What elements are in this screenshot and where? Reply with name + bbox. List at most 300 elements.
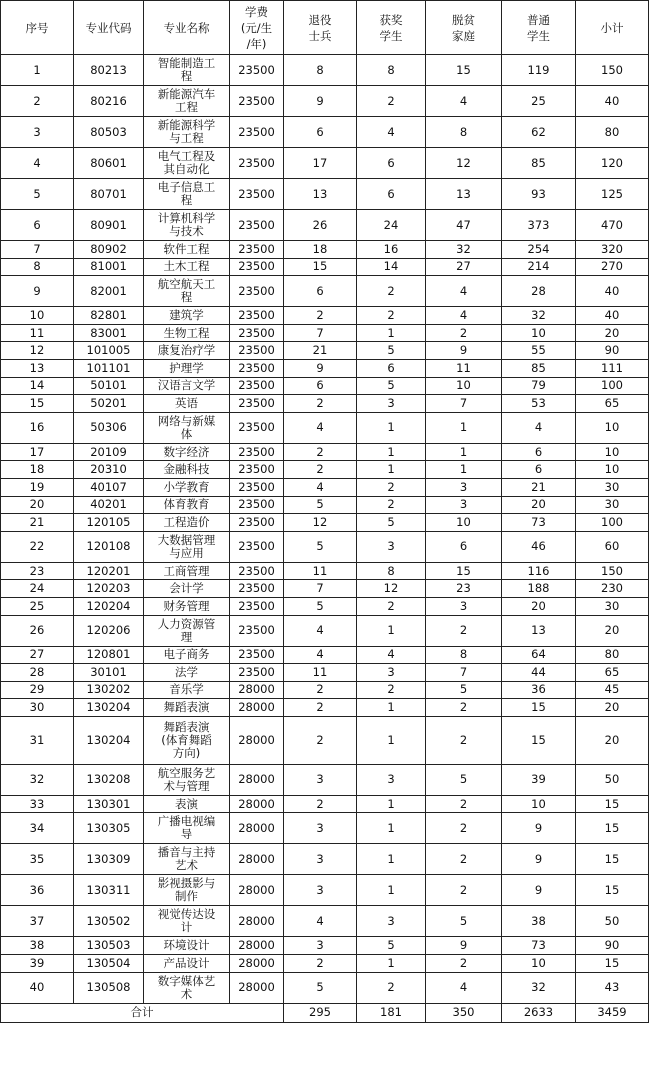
cell-poverty: 5: [426, 906, 502, 937]
cell-fee: 28000: [230, 906, 284, 937]
cell-subtotal: 150: [576, 55, 649, 86]
cell-award: 5: [357, 377, 426, 395]
cell-seq: 18: [1, 461, 74, 479]
cell-subtotal: 65: [576, 664, 649, 682]
cell-poverty: 7: [426, 664, 502, 682]
cell-seq: 25: [1, 597, 74, 615]
cell-subtotal: 45: [576, 681, 649, 699]
cell-name: 影视摄影与 制作: [144, 875, 230, 906]
cell-poverty: 2: [426, 324, 502, 342]
cell-veteran: 2: [284, 395, 357, 413]
cell-code: 80901: [74, 210, 144, 241]
cell-award: 1: [357, 716, 426, 764]
cell-poverty: 3: [426, 496, 502, 514]
table-row: [1, 562, 649, 580]
cell-award: 5: [357, 937, 426, 955]
cell-veteran: 3: [284, 875, 357, 906]
cell-subtotal: 20: [576, 699, 649, 717]
cell-name: 人力资源管 理: [144, 615, 230, 646]
cell-poverty: 3: [426, 597, 502, 615]
cell-veteran: 2: [284, 699, 357, 717]
cell-regular: 10: [502, 955, 576, 973]
table-row: [1, 531, 649, 562]
cell-award: 2: [357, 972, 426, 1003]
cell-poverty: 13: [426, 179, 502, 210]
cell-seq: 4: [1, 148, 74, 179]
cell-regular: 9: [502, 875, 576, 906]
cell-award: 2: [357, 276, 426, 307]
cell-award: 1: [357, 461, 426, 479]
cell-name: 体育教育: [144, 496, 230, 514]
cell-name: 财务管理: [144, 597, 230, 615]
cell-veteran: 5: [284, 531, 357, 562]
cell-fee: 23500: [230, 496, 284, 514]
cell-code: 81001: [74, 258, 144, 276]
table-row: [1, 955, 649, 973]
table-row: [1, 210, 649, 241]
cell-code: 80213: [74, 55, 144, 86]
cell-poverty: 4: [426, 307, 502, 325]
cell-award: 16: [357, 241, 426, 259]
cell-code: 80701: [74, 179, 144, 210]
cell-veteran: 13: [284, 179, 357, 210]
cell-poverty: 7: [426, 395, 502, 413]
cell-code: 120201: [74, 562, 144, 580]
table-row: [1, 646, 649, 664]
cell-veteran: 4: [284, 615, 357, 646]
cell-regular: 53: [502, 395, 576, 413]
cell-fee: 28000: [230, 795, 284, 813]
cell-award: 3: [357, 395, 426, 413]
cell-poverty: 4: [426, 972, 502, 1003]
header-poverty: 脱贫 家庭: [426, 1, 502, 55]
cell-veteran: 4: [284, 646, 357, 664]
cell-code: 130508: [74, 972, 144, 1003]
cell-poverty: 2: [426, 795, 502, 813]
cell-poverty: 5: [426, 681, 502, 699]
cell-regular: 254: [502, 241, 576, 259]
cell-subtotal: 20: [576, 716, 649, 764]
cell-name: 数字媒体艺 术: [144, 972, 230, 1003]
cell-code: 82001: [74, 276, 144, 307]
table-row: [1, 496, 649, 514]
cell-veteran: 7: [284, 580, 357, 598]
cell-name: 康复治疗学: [144, 342, 230, 360]
cell-seq: 16: [1, 412, 74, 443]
table-row: [1, 615, 649, 646]
table-row: [1, 813, 649, 844]
table-row: [1, 276, 649, 307]
header-award: 获奖 学生: [357, 1, 426, 55]
cell-award: 5: [357, 514, 426, 532]
cell-seq: 35: [1, 844, 74, 875]
cell-name: 英语: [144, 395, 230, 413]
cell-code: 80601: [74, 148, 144, 179]
cell-code: 20310: [74, 461, 144, 479]
table-row: [1, 307, 649, 325]
cell-veteran: 2: [284, 443, 357, 461]
cell-veteran: 2: [284, 716, 357, 764]
cell-award: 12: [357, 580, 426, 598]
cell-code: 130503: [74, 937, 144, 955]
cell-fee: 28000: [230, 681, 284, 699]
cell-code: 130502: [74, 906, 144, 937]
table-row: [1, 514, 649, 532]
table-row: [1, 412, 649, 443]
cell-name: 数字经济: [144, 443, 230, 461]
cell-seq: 20: [1, 496, 74, 514]
cell-subtotal: 111: [576, 359, 649, 377]
table-row: [1, 359, 649, 377]
cell-subtotal: 90: [576, 342, 649, 360]
cell-subtotal: 120: [576, 148, 649, 179]
cell-award: 1: [357, 615, 426, 646]
cell-award: 1: [357, 412, 426, 443]
cell-fee: 23500: [230, 258, 284, 276]
cell-poverty: 15: [426, 55, 502, 86]
cell-regular: 85: [502, 359, 576, 377]
cell-regular: 73: [502, 514, 576, 532]
cell-award: 1: [357, 795, 426, 813]
cell-subtotal: 30: [576, 597, 649, 615]
cell-award: 2: [357, 597, 426, 615]
cell-fee: 23500: [230, 461, 284, 479]
cell-veteran: 12: [284, 514, 357, 532]
cell-code: 82801: [74, 307, 144, 325]
cell-fee: 23500: [230, 412, 284, 443]
table-row: [1, 906, 649, 937]
cell-veteran: 4: [284, 478, 357, 496]
cell-code: 130305: [74, 813, 144, 844]
cell-code: 50101: [74, 377, 144, 395]
cell-code: 130311: [74, 875, 144, 906]
cell-poverty: 1: [426, 412, 502, 443]
cell-code: 120206: [74, 615, 144, 646]
table-header: [1, 1, 649, 55]
table-row: [1, 443, 649, 461]
cell-poverty: 10: [426, 377, 502, 395]
cell-seq: 24: [1, 580, 74, 598]
cell-award: 24: [357, 210, 426, 241]
cell-fee: 23500: [230, 514, 284, 532]
cell-code: 130204: [74, 716, 144, 764]
cell-code: 120105: [74, 514, 144, 532]
cell-poverty: 4: [426, 86, 502, 117]
total-subtotal: 3459: [576, 1003, 649, 1022]
table-row: [1, 55, 649, 86]
cell-name: 广播电视编 导: [144, 813, 230, 844]
table-row: [1, 795, 649, 813]
header-seq: 序号: [1, 1, 74, 55]
cell-regular: 44: [502, 664, 576, 682]
cell-code: 80902: [74, 241, 144, 259]
cell-regular: 15: [502, 699, 576, 717]
total-label: 合计: [1, 1003, 284, 1022]
cell-name: 工商管理: [144, 562, 230, 580]
cell-seq: 21: [1, 514, 74, 532]
cell-veteran: 3: [284, 937, 357, 955]
cell-fee: 23500: [230, 241, 284, 259]
cell-veteran: 4: [284, 412, 357, 443]
cell-regular: 28: [502, 276, 576, 307]
cell-fee: 23500: [230, 55, 284, 86]
cell-award: 6: [357, 179, 426, 210]
cell-regular: 38: [502, 906, 576, 937]
cell-fee: 23500: [230, 324, 284, 342]
cell-poverty: 4: [426, 276, 502, 307]
table-row: [1, 664, 649, 682]
cell-subtotal: 15: [576, 813, 649, 844]
cell-veteran: 4: [284, 906, 357, 937]
cell-code: 130208: [74, 764, 144, 795]
cell-fee: 23500: [230, 210, 284, 241]
cell-poverty: 8: [426, 646, 502, 664]
cell-name: 护理学: [144, 359, 230, 377]
cell-veteran: 21: [284, 342, 357, 360]
cell-regular: 46: [502, 531, 576, 562]
cell-subtotal: 30: [576, 496, 649, 514]
cell-veteran: 5: [284, 597, 357, 615]
cell-name: 航空服务艺 术与管理: [144, 764, 230, 795]
cell-poverty: 15: [426, 562, 502, 580]
cell-code: 130309: [74, 844, 144, 875]
cell-poverty: 27: [426, 258, 502, 276]
cell-seq: 7: [1, 241, 74, 259]
cell-fee: 23500: [230, 276, 284, 307]
cell-seq: 6: [1, 210, 74, 241]
cell-award: 3: [357, 764, 426, 795]
cell-code: 40201: [74, 496, 144, 514]
cell-code: 120801: [74, 646, 144, 664]
cell-name: 环境设计: [144, 937, 230, 955]
table-row: [1, 342, 649, 360]
cell-award: 3: [357, 906, 426, 937]
cell-poverty: 11: [426, 359, 502, 377]
cell-veteran: 18: [284, 241, 357, 259]
cell-seq: 36: [1, 875, 74, 906]
total-regular: 2633: [502, 1003, 576, 1022]
cell-regular: 62: [502, 117, 576, 148]
cell-subtotal: 150: [576, 562, 649, 580]
cell-fee: 23500: [230, 531, 284, 562]
cell-regular: 9: [502, 844, 576, 875]
cell-code: 101005: [74, 342, 144, 360]
cell-regular: 214: [502, 258, 576, 276]
cell-seq: 10: [1, 307, 74, 325]
cell-seq: 11: [1, 324, 74, 342]
cell-regular: 64: [502, 646, 576, 664]
cell-subtotal: 43: [576, 972, 649, 1003]
cell-subtotal: 40: [576, 307, 649, 325]
cell-subtotal: 80: [576, 117, 649, 148]
table-row: [1, 597, 649, 615]
cell-award: 4: [357, 117, 426, 148]
cell-name: 播音与主持 艺术: [144, 844, 230, 875]
cell-seq: 27: [1, 646, 74, 664]
cell-subtotal: 20: [576, 615, 649, 646]
cell-regular: 93: [502, 179, 576, 210]
cell-veteran: 5: [284, 972, 357, 1003]
cell-subtotal: 40: [576, 86, 649, 117]
cell-subtotal: 80: [576, 646, 649, 664]
cell-regular: 36: [502, 681, 576, 699]
cell-name: 小学教育: [144, 478, 230, 496]
cell-veteran: 2: [284, 955, 357, 973]
cell-code: 80216: [74, 86, 144, 117]
cell-veteran: 26: [284, 210, 357, 241]
cell-seq: 31: [1, 716, 74, 764]
table-row: [1, 478, 649, 496]
total-poverty: 350: [426, 1003, 502, 1022]
cell-veteran: 6: [284, 276, 357, 307]
cell-subtotal: 470: [576, 210, 649, 241]
cell-seq: 33: [1, 795, 74, 813]
cell-poverty: 6: [426, 531, 502, 562]
total-row: [1, 1003, 649, 1022]
cell-code: 80503: [74, 117, 144, 148]
header-veteran: 退役 士兵: [284, 1, 357, 55]
cell-subtotal: 320: [576, 241, 649, 259]
cell-award: 6: [357, 359, 426, 377]
cell-fee: 28000: [230, 955, 284, 973]
table-row: [1, 764, 649, 795]
header-subtotal: 小计: [576, 1, 649, 55]
cell-award: 1: [357, 324, 426, 342]
cell-seq: 29: [1, 681, 74, 699]
cell-seq: 8: [1, 258, 74, 276]
cell-fee: 23500: [230, 615, 284, 646]
cell-regular: 373: [502, 210, 576, 241]
cell-regular: 85: [502, 148, 576, 179]
cell-code: 30101: [74, 664, 144, 682]
cell-regular: 6: [502, 443, 576, 461]
cell-code: 130504: [74, 955, 144, 973]
cell-seq: 14: [1, 377, 74, 395]
cell-veteran: 7: [284, 324, 357, 342]
table-row: [1, 681, 649, 699]
cell-poverty: 32: [426, 241, 502, 259]
cell-regular: 55: [502, 342, 576, 360]
cell-poverty: 5: [426, 764, 502, 795]
cell-seq: 39: [1, 955, 74, 973]
cell-award: 14: [357, 258, 426, 276]
cell-name: 电气工程及 其自动化: [144, 148, 230, 179]
cell-fee: 23500: [230, 646, 284, 664]
cell-fee: 23500: [230, 307, 284, 325]
cell-poverty: 1: [426, 461, 502, 479]
cell-poverty: 23: [426, 580, 502, 598]
cell-poverty: 2: [426, 875, 502, 906]
table-row: [1, 395, 649, 413]
cell-subtotal: 60: [576, 531, 649, 562]
cell-regular: 39: [502, 764, 576, 795]
cell-subtotal: 15: [576, 795, 649, 813]
cell-name: 生物工程: [144, 324, 230, 342]
table-row: [1, 117, 649, 148]
cell-subtotal: 90: [576, 937, 649, 955]
cell-fee: 23500: [230, 342, 284, 360]
cell-veteran: 9: [284, 359, 357, 377]
cell-subtotal: 10: [576, 461, 649, 479]
cell-name: 舞蹈表演: [144, 699, 230, 717]
cell-award: 8: [357, 562, 426, 580]
cell-subtotal: 15: [576, 955, 649, 973]
cell-subtotal: 100: [576, 377, 649, 395]
cell-code: 83001: [74, 324, 144, 342]
cell-seq: 28: [1, 664, 74, 682]
cell-veteran: 11: [284, 562, 357, 580]
table-row: [1, 241, 649, 259]
cell-poverty: 9: [426, 937, 502, 955]
cell-seq: 34: [1, 813, 74, 844]
cell-fee: 23500: [230, 179, 284, 210]
cell-poverty: 2: [426, 615, 502, 646]
cell-veteran: 2: [284, 681, 357, 699]
cell-award: 2: [357, 681, 426, 699]
table-row: [1, 716, 649, 764]
cell-seq: 40: [1, 972, 74, 1003]
cell-name: 金融科技: [144, 461, 230, 479]
cell-veteran: 6: [284, 117, 357, 148]
cell-regular: 10: [502, 324, 576, 342]
cell-name: 航空航天工 程: [144, 276, 230, 307]
header-regular: 普通 学生: [502, 1, 576, 55]
table-row: [1, 324, 649, 342]
cell-award: 1: [357, 955, 426, 973]
cell-fee: 28000: [230, 937, 284, 955]
table-row: [1, 148, 649, 179]
cell-seq: 9: [1, 276, 74, 307]
cell-subtotal: 15: [576, 844, 649, 875]
cell-award: 2: [357, 86, 426, 117]
table-row: [1, 179, 649, 210]
cell-subtotal: 50: [576, 764, 649, 795]
cell-regular: 79: [502, 377, 576, 395]
cell-name: 建筑学: [144, 307, 230, 325]
cell-fee: 23500: [230, 478, 284, 496]
cell-subtotal: 65: [576, 395, 649, 413]
cell-regular: 32: [502, 307, 576, 325]
cell-name: 汉语言文学: [144, 377, 230, 395]
cell-code: 130301: [74, 795, 144, 813]
cell-fee: 23500: [230, 443, 284, 461]
cell-name: 舞蹈表演 (体育舞蹈 方向): [144, 716, 230, 764]
cell-veteran: 8: [284, 55, 357, 86]
cell-code: 130204: [74, 699, 144, 717]
cell-award: 2: [357, 496, 426, 514]
cell-regular: 10: [502, 795, 576, 813]
cell-seq: 22: [1, 531, 74, 562]
cell-seq: 5: [1, 179, 74, 210]
cell-name: 法学: [144, 664, 230, 682]
cell-name: 软件工程: [144, 241, 230, 259]
cell-seq: 15: [1, 395, 74, 413]
cell-fee: 28000: [230, 764, 284, 795]
cell-veteran: 6: [284, 377, 357, 395]
cell-name: 产品设计: [144, 955, 230, 973]
cell-poverty: 2: [426, 844, 502, 875]
cell-poverty: 3: [426, 478, 502, 496]
table-row: [1, 258, 649, 276]
cell-seq: 12: [1, 342, 74, 360]
cell-award: 3: [357, 531, 426, 562]
table-body: [1, 55, 649, 1004]
header-code: 专业代码: [74, 1, 144, 55]
cell-fee: 23500: [230, 597, 284, 615]
cell-name: 会计学: [144, 580, 230, 598]
cell-fee: 23500: [230, 377, 284, 395]
cell-poverty: 10: [426, 514, 502, 532]
